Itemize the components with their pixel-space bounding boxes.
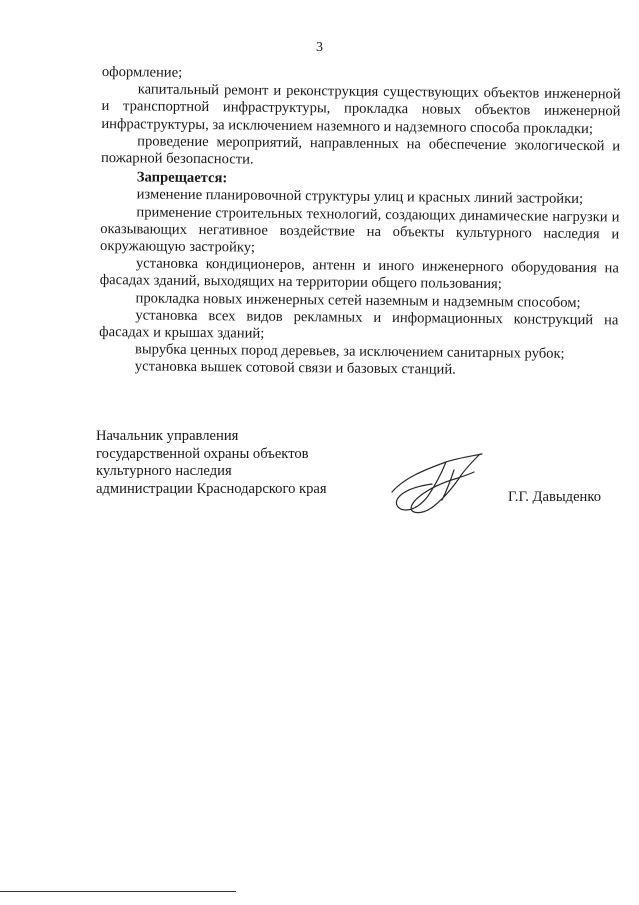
page-number: 3 xyxy=(316,40,323,55)
document-body xyxy=(99,64,621,381)
prohibited-item: изменение планировочной структуры улиц и красных линий застройки; xyxy=(136,186,584,208)
paragraph: оформление; xyxy=(101,64,183,81)
signatory-title xyxy=(96,428,327,498)
prohibited-item: установка вышек сотовой связи и базовых станций. xyxy=(134,358,456,379)
signatory-title-line: Начальник управления xyxy=(96,428,239,444)
paragraph: проведение мероприятий, направленных на обеспечение экологической и пожарной безопасности. xyxy=(100,133,621,168)
signatory-title-line: культурного наследия xyxy=(96,463,232,479)
prohibited-item: установка кондиционеров, антенн и иного инженерного оборудования на фасадах зданий, выходящих на территории общего пользования; xyxy=(99,255,619,293)
signatory-title-line: государственной охраны объектов xyxy=(96,445,309,462)
prohibited-item: применение строительных технологий, создающих динамические нагрузки и оказывающих негативное воздействие на объекты культурного наследия и окружающую застройку; xyxy=(100,203,620,256)
prohibited-item: вырубка ценных пород деревьев, за исключением санитарных рубок; xyxy=(134,341,565,363)
handwritten-signature xyxy=(384,448,494,518)
prohibited-heading: Запрещается: xyxy=(136,169,228,187)
footer-divider xyxy=(0,891,236,892)
prohibited-item: установка всех видов рекламных и информационных конструкций на фасадах и крышах зданий; xyxy=(99,307,619,342)
signer-name: Г.Г. Давыденко xyxy=(508,489,602,505)
signatory-title-line: администрации Краснодарского края xyxy=(96,480,327,497)
paragraph: капитальный ремонт и реконструкция существующих объектов инженерной и транспортной инфраструктуры, прокладка новых объектов инженерной инфраструктуры, за исключением наземного и надземного способа прокладки; xyxy=(101,81,621,137)
prohibited-item: прокладка новых инженерных сетей наземным и надземным способом; xyxy=(135,290,581,311)
